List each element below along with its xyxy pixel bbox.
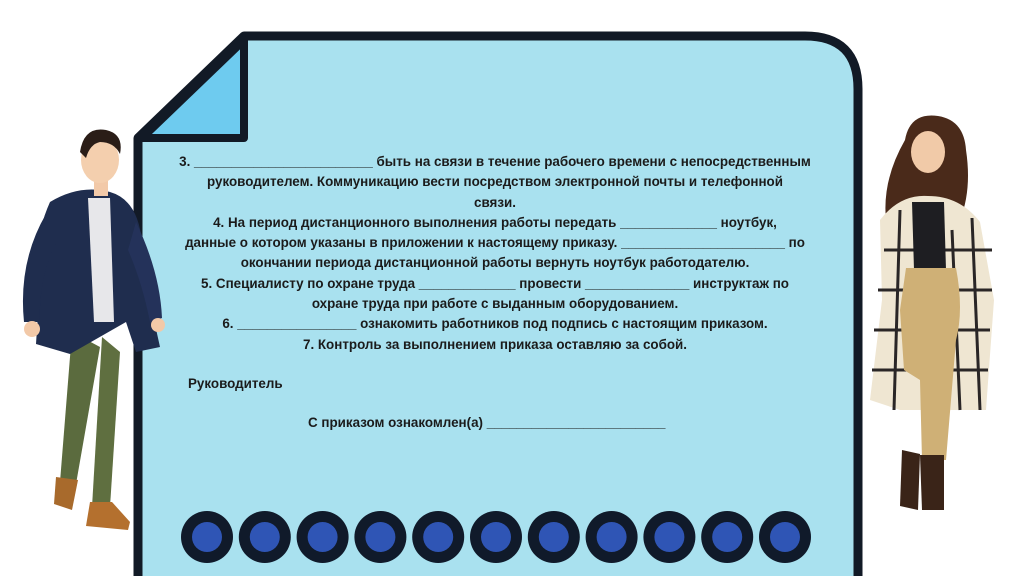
binder-ring [759, 511, 811, 563]
signature-label: Руководитель [188, 376, 283, 391]
binder-ring [528, 511, 580, 563]
order-text [150, 152, 840, 355]
binder-ring [354, 511, 406, 563]
binder-ring [470, 511, 522, 563]
binder-ring [586, 511, 638, 563]
order-line: охране труда при работе с выданным оборудованием. [311, 296, 679, 312]
binder-rings [181, 511, 811, 563]
order-line: 6. ________________ ознакомить работников под подпись с настоящим приказом. [222, 316, 768, 332]
binder-ring [412, 511, 464, 563]
order-line: 5. Специалисту по охране труда _____________ провести ______________ инструктаж по [201, 275, 789, 291]
order-line: связи. [474, 194, 516, 210]
order-line: 4. На период дистанционного выполнения работы передать _____________ ноутбук, [213, 214, 777, 230]
binder-ring [701, 511, 753, 563]
order-line: 3. ________________________ быть на связи в течение рабочего времени с непосредственным [179, 154, 811, 169]
order-line: руководителем. Коммуникацию вести посредством электронной почты и телефонной [207, 174, 783, 190]
acknowledgement-line: С приказом ознакомлен(а) ________________________ [308, 415, 666, 430]
binder-ring [297, 511, 349, 563]
order-line: данные о котором указаны в приложении к настоящему приказу. ______________________ по [185, 235, 805, 251]
order-line: окончании периода дистанционной работы вернуть ноутбук работодателю. [240, 255, 750, 271]
order-line: 7. Контроль за выполнением приказа оставляю за собой. [303, 336, 687, 352]
woman-figure [860, 110, 1010, 540]
binder-ring [239, 511, 291, 563]
binder-ring [643, 511, 695, 563]
